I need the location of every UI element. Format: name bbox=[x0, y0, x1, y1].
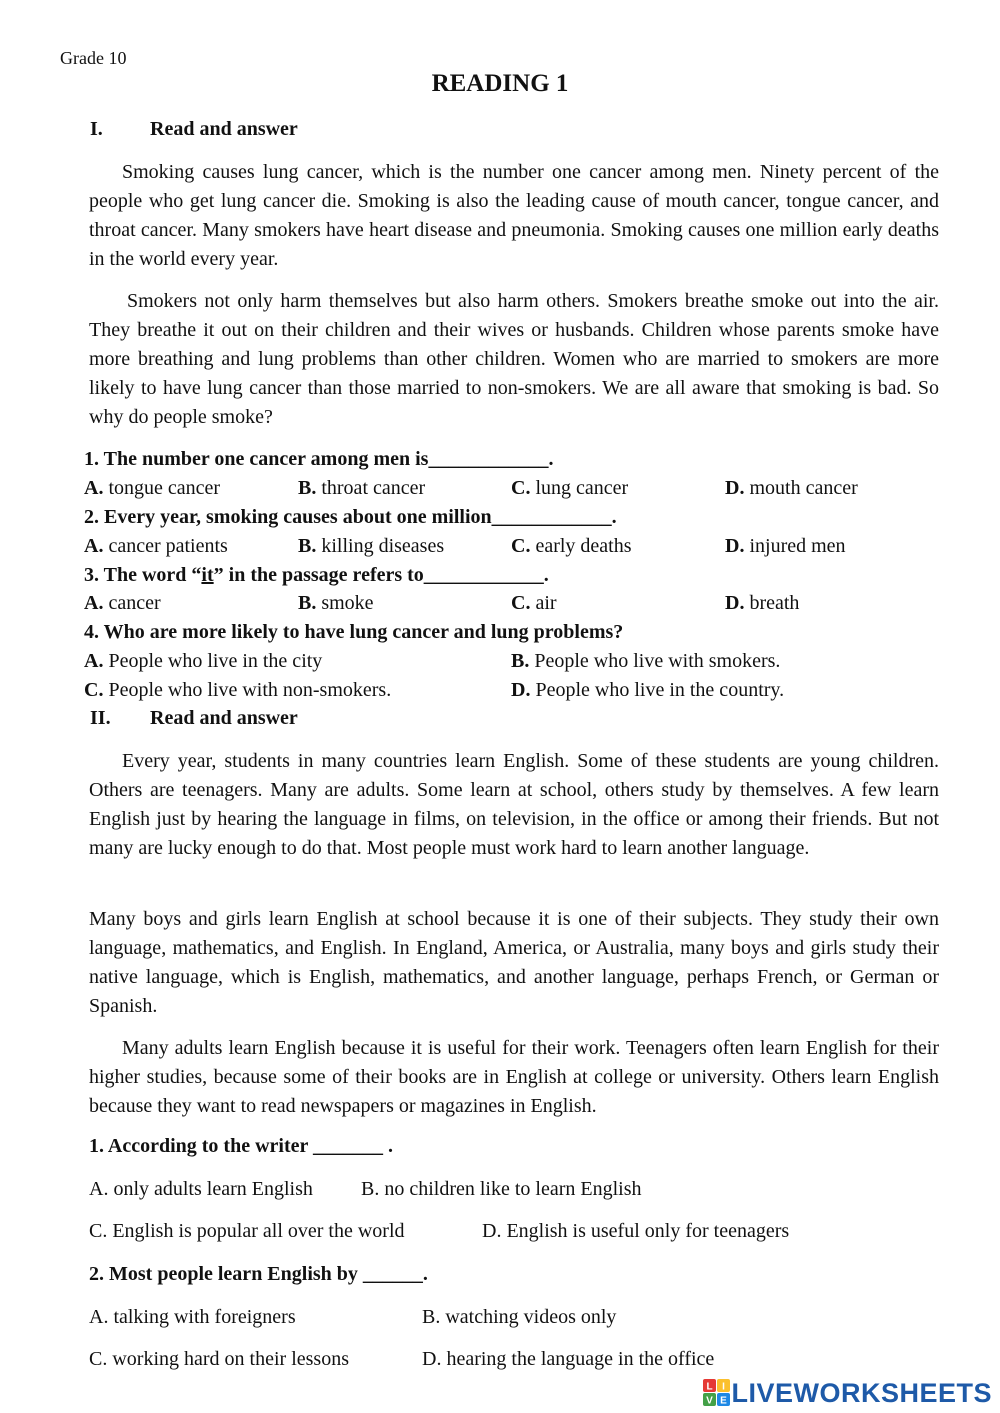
liveworksheets-logo-icon bbox=[703, 1379, 731, 1407]
logo-tile-letter: V bbox=[706, 1395, 714, 1407]
section-2-number: II. bbox=[90, 707, 111, 729]
s2-q2-option-d[interactable]: D. hearing the language in the office bbox=[422, 1348, 715, 1370]
s1-q3-option-d[interactable]: D. breath bbox=[725, 592, 800, 614]
s2-q2-option-a[interactable]: A. talking with foreigners bbox=[89, 1306, 296, 1328]
s1-q2-option-b[interactable]: B. killing diseases bbox=[298, 535, 445, 557]
s2-q2-option-b[interactable]: B. watching videos only bbox=[422, 1306, 617, 1328]
s1-q4-option-b[interactable]: B. People who live with smokers. bbox=[511, 650, 781, 672]
section-2-paragraph-1: Every year, students in many countries learn English. Some of these students are young children. Others are teenagers. Many are adults. Some learn at school, others study by themselves. A few learn English just by hearing the language in films, on television, in the office or among their friends. But not many are lucky enough to do that. Most people must work hard to learn another language. bbox=[89, 750, 939, 859]
section-2-title: Read and answer bbox=[150, 707, 298, 729]
s1-q3-option-c[interactable]: C. air bbox=[511, 592, 557, 614]
underlined-word: it bbox=[201, 564, 214, 586]
s1-q1-option-a[interactable]: A. tongue cancer bbox=[84, 477, 221, 499]
s1-question-3: 3. The word “it” in the passage refers to____________. bbox=[84, 564, 549, 586]
grade-label: Grade 10 bbox=[60, 48, 127, 68]
section-1-paragraph-2: Smokers not only harm themselves but also harm others. Smokers breathe smoke out into the air. They breathe it out on their children and their wives or husbands. Children whose parents smoke have more breathing and lung problems than other children. Women who are married to smokers are more likely to have lung cancer than those married to non-smokers. We are all aware that smoking is bad. So why do people smoke? bbox=[89, 290, 939, 428]
s2-q1-option-d[interactable]: D. English is useful only for teenagers bbox=[482, 1220, 790, 1242]
s1-q4-option-d[interactable]: D. People who live in the country. bbox=[511, 679, 785, 701]
page-title: READING 1 bbox=[431, 70, 569, 97]
logo-tile-letter: I bbox=[722, 1381, 726, 1393]
s2-question-1: 1. According to the writer _______ . bbox=[89, 1135, 394, 1157]
s2-q1-option-b[interactable]: B. no children like to learn English bbox=[361, 1178, 642, 1200]
logo-tile-letter: E bbox=[720, 1395, 728, 1407]
s1-question-4: 4. Who are more likely to have lung cancer and lung problems? bbox=[84, 621, 624, 643]
s1-q1-option-b[interactable]: B. throat cancer bbox=[298, 477, 426, 499]
logo-tile-letter: L bbox=[706, 1381, 714, 1393]
section-2-heading bbox=[90, 707, 298, 730]
section-1-heading bbox=[90, 118, 298, 141]
s2-q1-option-c[interactable]: C. English is popular all over the world bbox=[89, 1220, 405, 1242]
s1-q2-option-d[interactable]: D. injured men bbox=[725, 535, 846, 557]
s1-q2-option-a[interactable]: A. cancer patients bbox=[84, 535, 228, 557]
section-1-paragraph-1: Smoking causes lung cancer, which is the number one cancer among men. Ninety percent of the people who get lung cancer die. Smoking is also the leading cause of mouth cancer, tongue cancer, and throat cancer. Many smokers have heart disease and pneumonia. Smoking causes one million early deaths in the world every year. bbox=[89, 161, 939, 270]
s1-q3-option-a[interactable]: A. cancer bbox=[84, 592, 161, 614]
liveworksheets-logo bbox=[703, 1378, 992, 1408]
s1-q4-option-c[interactable]: C. People who live with non-smokers. bbox=[84, 679, 392, 701]
s1-q4-option-a[interactable]: A. People who live in the city bbox=[84, 650, 323, 672]
s2-q2-option-c[interactable]: C. working hard on their lessons bbox=[89, 1348, 349, 1370]
section-1-number: I. bbox=[90, 118, 103, 140]
brand-name: LIVEWORKSHEETS bbox=[731, 1377, 992, 1408]
s1-q3-option-b[interactable]: B. smoke bbox=[298, 592, 374, 614]
s1-question-1: 1. The number one cancer among men is____________. bbox=[84, 448, 554, 470]
s1-q1-option-c[interactable]: C. lung cancer bbox=[511, 477, 629, 499]
s2-q1-option-a[interactable]: A. only adults learn English bbox=[89, 1178, 313, 1200]
s1-q1-option-d[interactable]: D. mouth cancer bbox=[725, 477, 858, 499]
s1-question-2: 2. Every year, smoking causes about one million____________. bbox=[84, 506, 617, 528]
s2-question-2: 2. Most people learn English by ______. bbox=[89, 1263, 428, 1285]
section-2-paragraph-2: Many boys and girls learn English at school because it is one of their subjects. They study their own language, mathematics, and English. In England, America, or Australia, many boys and girls study their native language, which is English, mathematics, and another language, perhaps French, or German or Spanish. bbox=[89, 908, 939, 1017]
s1-q2-option-c[interactable]: C. early deaths bbox=[511, 535, 632, 557]
section-2-paragraph-3: Many adults learn English because it is useful for their work. Teenagers often learn English for their higher studies, because some of their books are in English at college or university. Others learn English because they want to read newspapers or magazines in English. bbox=[89, 1037, 939, 1117]
section-1-title: Read and answer bbox=[150, 118, 298, 140]
